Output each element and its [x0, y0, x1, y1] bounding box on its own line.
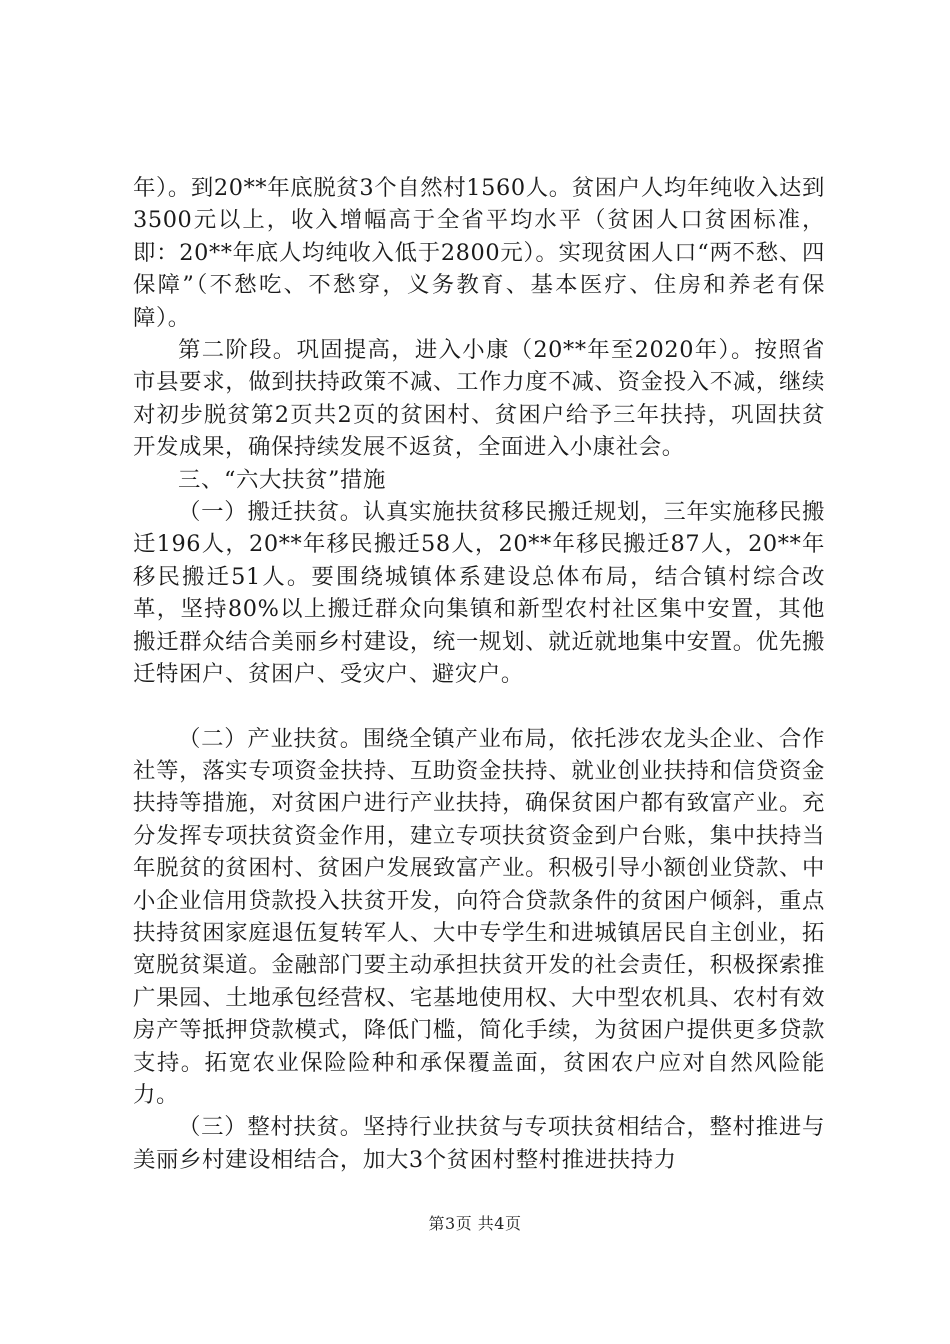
document-body [133, 172, 825, 1176]
page-number-footer: 第3页 共4页 [428, 1214, 522, 1233]
paragraph-relocation-poverty-alleviation: （一）搬迁扶贫。认真实施扶贫移民搬迁规划，三年实施移民搬迁196人，20**年移民搬迁58人，20**年移民搬迁87人，20**年移民搬迁51人。要围绕城镇体系建设总体布局，结合镇村综合改革，坚持80%以上搬迁群众向集镇和新型农村社区集中安置，其他搬迁群众结合美丽乡村建设，统一规划、就近就地集中安置。优先搬迁特困户、贫困户、受灾户、避灾户。 [133, 499, 825, 688]
paragraph-village-poverty-alleviation: （三）整村扶贫。坚持行业扶贫与专项扶贫相结合，整村推进与美丽乡村建设相结合，加大3个贫困村整村推进扶持力 [133, 1114, 825, 1173]
paragraph-industry-poverty-alleviation: （二）产业扶贫。围绕全镇产业布局，依托涉农龙头企业、合作社等，落实专项资金扶持、互助资金扶持、就业创业扶持和信贷资金扶持等措施，对贫困户进行产业扶持，确保贫困户都有致富产业。充分发挥专项扶贫资金作用，建立专项扶贫资金到户台账，集中扶持当年脱贫的贫困村、贫困户发展致富产业。积极引导小额创业贷款、中小企业信用贷款投入扶贫开发，向符合贷款条件的贫困户倾斜，重点扶持贫困家庭退伍复转军人、大中专学生和进城镇居民自主创业，拓宽脱贫渠道。金融部门要主动承担扶贫开发的社会责任，积极探索推广果园、土地承包经营权、宅基地使用权、大中型农机具、农村有效房产等抵押贷款模式，降低门槛，简化手续，为贫困户提供更多贷款支持。拓宽农业保险险种和承保覆盖面，贫困农户应对自然风险能力。 [133, 725, 825, 1108]
paragraph-spacer [133, 691, 825, 723]
section-heading-six-measures: 三、“六大扶贫”措施 [178, 466, 387, 493]
paragraph-goal-continuation: 年）。到20**年底脱贫3个自然村1560人。贫困户人均年纯收入达到3500元以上，收入增幅高于全省平均水平（贫困人口贫困标准，即：20**年底人均纯收入低于2800元）。实现贫困人口“两不愁、四保障”（不愁吃、不愁穿，义务教育、基本医疗、住房和养老有保障）。 [133, 175, 825, 331]
paragraph-phase-two: 第二阶段。巩固提高，进入小康（20**年至2020年）。按照省市县要求，做到扶持政策不减、工作力度不减、资金投入不减，继续对初步脱贫第2页共2页的贫困村、贫困户给予三年扶持，巩固扶贫开发成果，确保持续发展不返贫，全面进入小康社会。 [133, 337, 825, 461]
